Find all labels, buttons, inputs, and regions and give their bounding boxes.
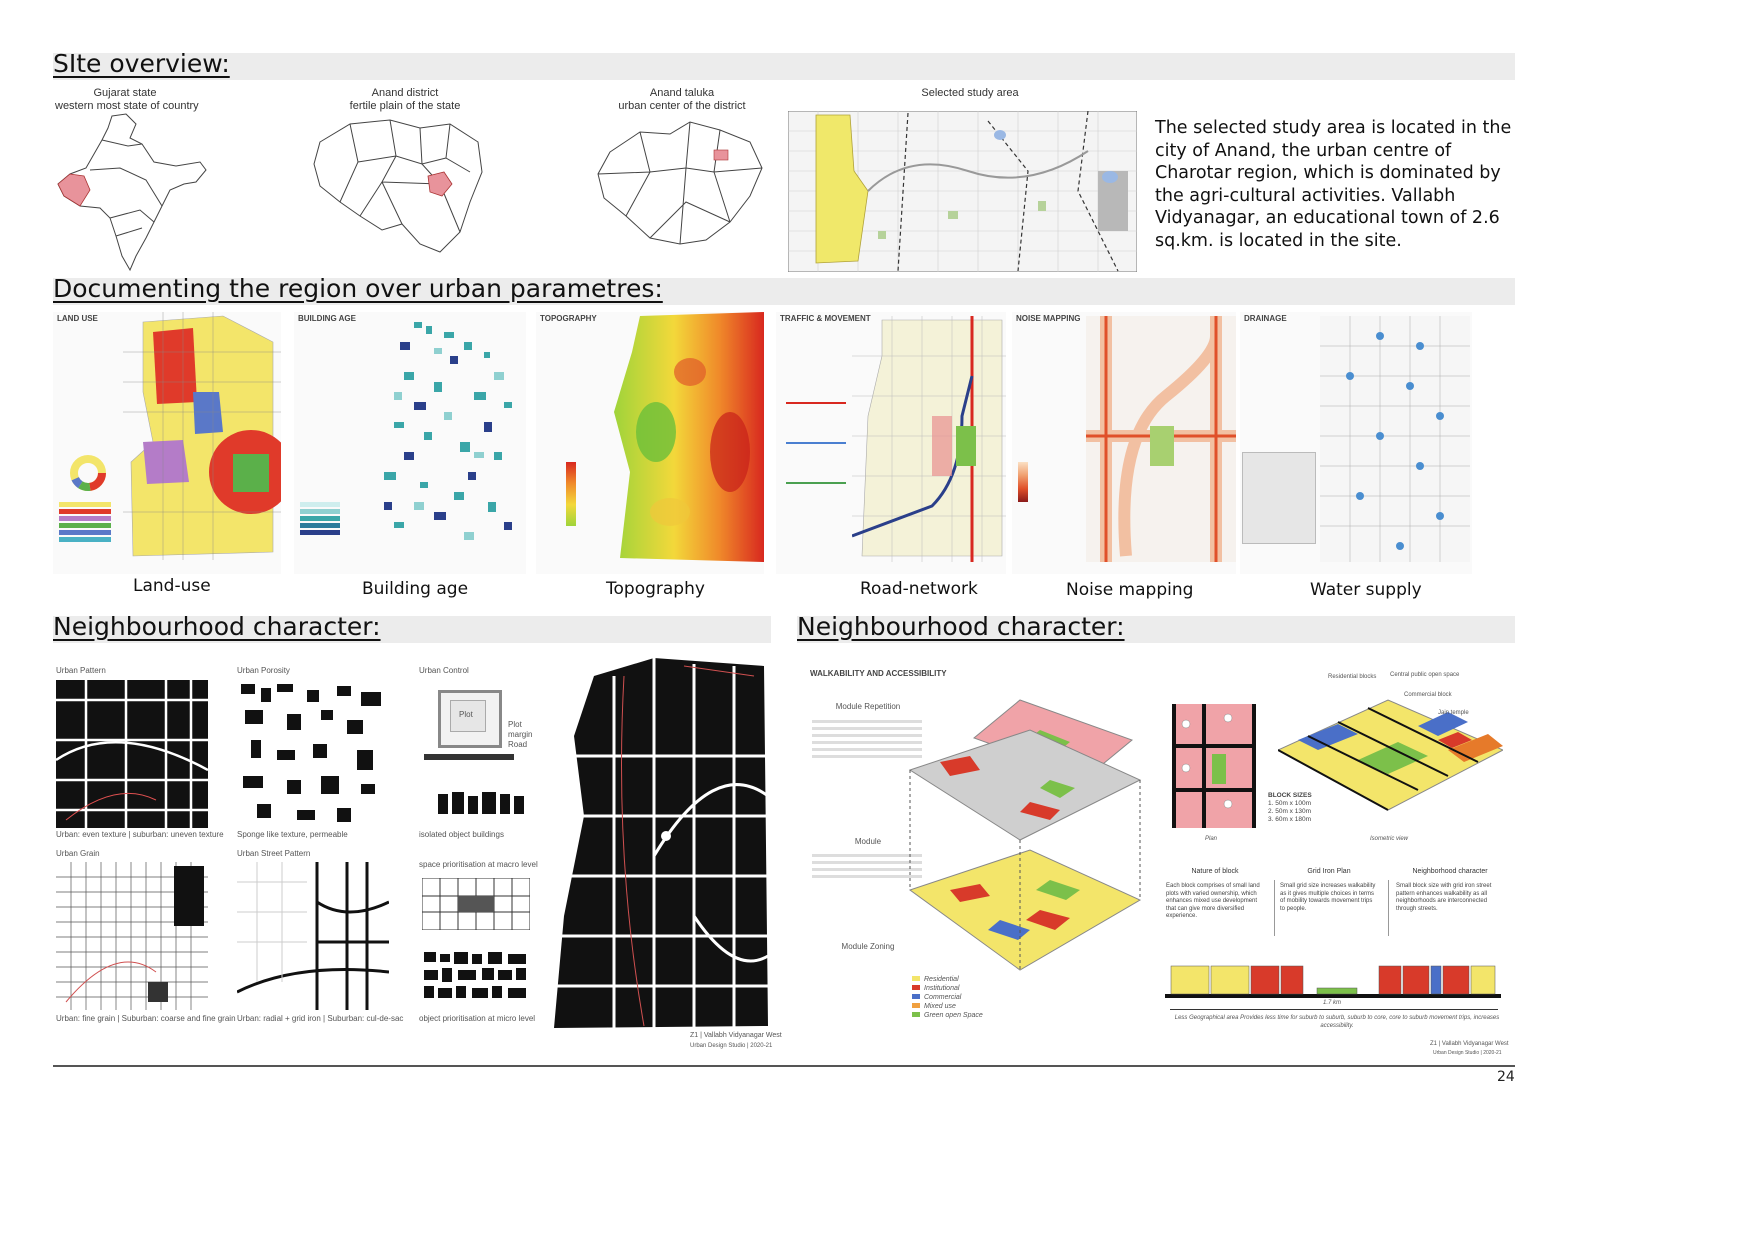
distance-label: 1.7 km xyxy=(1323,1000,1342,1006)
iso-view-label: Isometric view xyxy=(1370,836,1409,842)
land-use-panel: LAND USE xyxy=(53,312,281,574)
road-network-legend xyxy=(786,380,846,522)
study-area-map xyxy=(788,111,1137,272)
building-age-legend xyxy=(300,500,340,537)
section-title-neighbourhood-left: Neighbourhood character: xyxy=(53,612,381,641)
urban-street-pattern xyxy=(237,862,389,1010)
urban-control-diagram: Plot Plot margin Road xyxy=(420,690,540,770)
caption-micro-level: object prioritisation at micro level xyxy=(419,1014,536,1023)
credit-left-1: Z1 | Vallabh Vidyanagar West xyxy=(690,1032,782,1039)
column-grid-iron-plan: Grid Iron Plan Small grid size increases walkability as it gives multiple choices in terms of mobility towards movement trips to people. xyxy=(1280,868,1376,912)
site-description: The selected study area is located in the city of Anand, the urban centre of Charotar region, which is dominated by the agri-cultural activities. Vallabh Vidyanagar, an educational town of 2.6 sq.km. is located in the site. xyxy=(1155,118,1512,251)
micro-object-diagram xyxy=(422,950,530,1002)
footnote: Less Geographical area Provides less time for suburb to suburb, suburb to core, core to suburb movement trips, increases accessibility. xyxy=(1174,1015,1500,1029)
credit-right-2: Urban Design Studio | 2020-21 xyxy=(1433,1050,1502,1056)
caption-topography: Topography xyxy=(606,579,705,599)
section-title-neighbourhood-right: Neighbourhood character: xyxy=(797,612,1125,641)
water-supply-panel: DRAINAGE xyxy=(1240,312,1472,574)
land-use-legend xyxy=(59,500,111,544)
iso-label-jain-temple: Jain temple xyxy=(1438,710,1469,716)
caption-urban-grain: Urban: fine grain | Suburban: coarse and fine grain xyxy=(56,1014,236,1023)
isometric-blocks xyxy=(1278,690,1503,820)
water-supply-inset xyxy=(1242,452,1316,544)
label-urban-control: Urban Control xyxy=(419,666,469,675)
column-divider-2 xyxy=(1388,880,1389,936)
map-label-anand-taluka: Anand taluka urban center of the district xyxy=(618,87,746,112)
topography-heatmap xyxy=(610,312,764,562)
land-use-map xyxy=(123,312,281,560)
neighbourhood-figure-ground-large xyxy=(554,656,772,1036)
caption-land-use: Land-use xyxy=(133,576,211,596)
zoning-legend: Residential Institutional Commercial Mixed use Green open Space xyxy=(912,975,983,1020)
iso-label-residential: Residential blocks xyxy=(1328,674,1377,680)
caption-urban-porosity: Sponge like texture, permeable xyxy=(237,830,348,839)
distance-arrow xyxy=(1170,1009,1498,1010)
label-urban-grain: Urban Grain xyxy=(56,849,100,858)
gujarat-outline-map xyxy=(310,112,490,262)
module-head: Module xyxy=(854,837,882,846)
noise-legend xyxy=(1018,462,1028,502)
plan-label: Plan xyxy=(1205,836,1218,842)
land-use-donut xyxy=(69,454,107,492)
road-network-map xyxy=(852,316,1006,562)
building-age-panel: BUILDING AGE xyxy=(294,312,526,574)
iso-label-open-space: Central public open space xyxy=(1390,672,1460,678)
column-divider-1 xyxy=(1274,880,1275,936)
caption-building-age: Building age xyxy=(362,579,469,599)
map-label-study-area: Selected study area xyxy=(921,87,1019,99)
caption-isolated-buildings: isolated object buildings xyxy=(419,830,504,839)
topography-legend xyxy=(566,462,576,526)
bottom-rule xyxy=(53,1065,1515,1067)
module-zoning-head: Module Zoning xyxy=(841,942,895,951)
block-sizes: BLOCK SIZES 1. 50m x 100m 2. 50m x 130m 3. 60m x 180m xyxy=(1268,792,1312,823)
label-urban-porosity: Urban Porosity xyxy=(237,666,290,675)
urban-porosity-figure-ground xyxy=(237,680,389,828)
india-outline-map xyxy=(50,110,210,275)
noise-mapping-panel: NOISE MAPPING xyxy=(1012,312,1236,574)
credit-left-2: Urban Design Studio | 2020-21 xyxy=(690,1043,773,1049)
module-repetition-head: Module Repetition xyxy=(835,702,901,711)
section-band-site-overview xyxy=(53,53,1515,80)
iso-label-commercial: Commercial block xyxy=(1404,692,1452,698)
map-label-anand-district: Anand district fertile plain of the state xyxy=(349,87,461,112)
map-label-gujarat: Gujarat state western most state of country xyxy=(55,87,199,112)
label-urban-street-pattern: Urban Street Pattern xyxy=(237,849,311,858)
isolated-buildings xyxy=(436,790,526,820)
page-number: 24 xyxy=(1497,1069,1515,1085)
walkability-heading: WALKABILITY AND ACCESSIBILITY xyxy=(810,669,947,678)
caption-macro-level: space prioritisation at macro level xyxy=(419,860,538,869)
section-title-documenting: Documenting the region over urban parametres: xyxy=(53,274,663,303)
block-plan-diagram xyxy=(1172,704,1256,828)
label-urban-pattern: Urban Pattern xyxy=(56,666,106,675)
water-supply-map xyxy=(1320,316,1470,562)
anand-taluka-outline-map xyxy=(590,112,770,257)
caption-urban-pattern: Urban: even texture | suburban: uneven texture xyxy=(56,830,224,839)
road-network-panel: TRAFFIC & MOVEMENT xyxy=(776,312,1006,574)
noise-map xyxy=(1086,316,1236,562)
urban-pattern-figure-ground xyxy=(56,680,208,828)
section-title-site-overview: SIte overview: xyxy=(53,49,230,78)
macro-space-diagram xyxy=(422,878,530,930)
caption-water-supply: Water supply xyxy=(1310,580,1422,600)
building-age-map xyxy=(364,312,526,560)
urban-grain-figure-ground xyxy=(56,862,208,1010)
column-nature-of-block: Nature of block Each block comprises of small land plots with varied ownership, which enhances mixed use development that can give more diversified experience. xyxy=(1166,868,1260,919)
caption-road-network: Road-network xyxy=(860,579,978,599)
caption-noise-mapping: Noise mapping xyxy=(1066,580,1194,600)
column-neighborhood-character: Neighborhood character Small block size with grid iron street pattern enhances walkability as all neighborhoods are interconnected through streets. xyxy=(1396,868,1492,912)
caption-urban-street-pattern: Urban: radial + grid iron | Suburban: cul-de-sac xyxy=(237,1014,404,1023)
credit-right-1: Z1 | Vallabh Vidyanagar West xyxy=(1430,1041,1509,1047)
topography-panel: TOPOGRAPHY xyxy=(536,312,764,574)
